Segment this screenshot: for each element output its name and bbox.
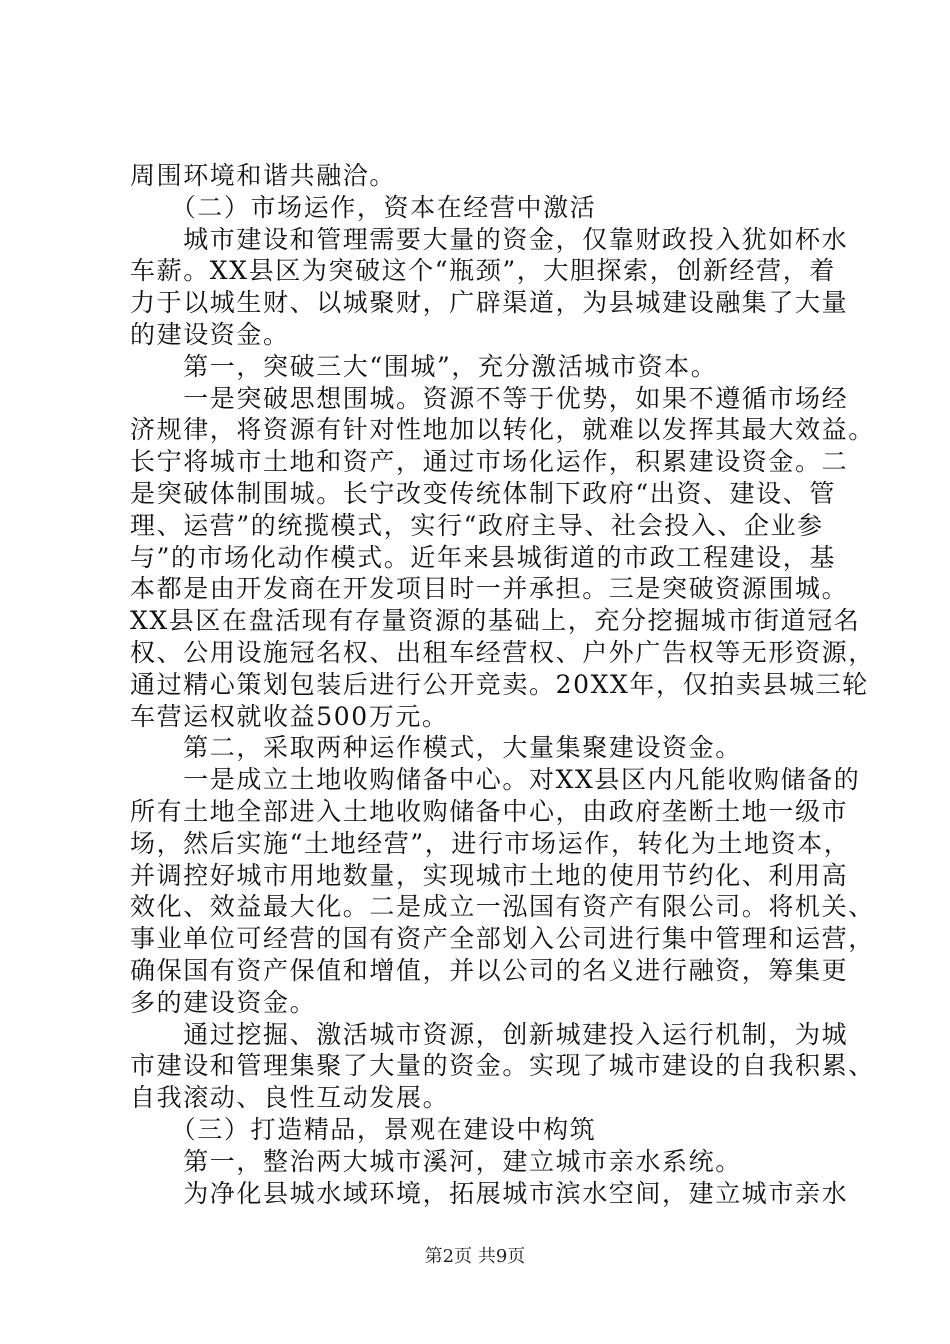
text-line: 通过挖掘、激活城市资源，创新城建投入运行机制，为城 xyxy=(130,1019,849,1049)
text-line: 长宁将城市土地和资产，通过市场化运作，积累建设资金。二 xyxy=(130,447,849,477)
subheading: 第二，采取两种运作模式，大量集聚建设资金。 xyxy=(130,733,742,763)
text-line: 一是成立土地收购储备中心。对XX县区内凡能收购储备的 xyxy=(130,765,861,795)
text-line: 理、运营”的统揽模式，实行“政府主导、社会投入、企业参 xyxy=(130,510,824,540)
section-heading: （二）市场运作，资本在经营中激活 xyxy=(130,192,597,222)
text-line: 力于以城生财、以城聚财，广辟渠道，为县城建设融集了大量 xyxy=(130,288,849,318)
text-line: 济规律，将资源有针对性地加以转化，就难以发挥其最大效益。 xyxy=(130,415,875,445)
text-line: 多的建设资金。 xyxy=(130,987,317,1017)
text-line: 市建设和管理集聚了大量的资金。实现了城市建设的自我积累、 xyxy=(130,1051,875,1081)
text-line: 是突破体制围城。长宁改变传统体制下政府“出资、建设、管 xyxy=(130,478,836,508)
text-line: 一是突破思想围城。资源不等于优势，如果不遵循市场经 xyxy=(130,383,849,413)
text-line: 确保国有资产保值和增值，并以公司的名义进行融资，筹集更 xyxy=(130,955,849,985)
text-line: 权、公用设施冠名权、出租车经营权、户外广告权等无形资源， xyxy=(130,637,875,667)
text-line: 车薪。XX县区为突破这个“瓶颈”，大胆探索，创新经营，着 xyxy=(130,256,836,286)
text-line: 通过精心策划包装后进行公开竞卖。20XX年，仅拍卖县城三轮 xyxy=(130,669,869,699)
subheading: 第一，整治两大城市溪河，建立城市亲水系统。 xyxy=(130,1146,742,1176)
section-heading: （三）打造精品，景观在建设中构筑 xyxy=(130,1114,597,1144)
text-line: 事业单位可经营的国有资产全部划入公司进行集中管理和运营， xyxy=(130,924,875,954)
text-line: 自我滚动、良性互动发展。 xyxy=(130,1083,450,1113)
page-footer: 第2页 共9页 xyxy=(424,1246,526,1267)
text-line: 城市建设和管理需要大量的资金，仅靠财政投入犹如杯水 xyxy=(130,224,849,254)
text-line: 所有土地全部进入土地收购储备中心，由政府垄断土地一级市 xyxy=(130,796,849,826)
text-line: 效化、效益最大化。二是成立一泓国有资产有限公司。将机关、 xyxy=(130,892,875,922)
text-line: XX县区在盘活现有存量资源的基础上，充分挖掘城市街道冠名 xyxy=(130,606,861,636)
text-line: 为净化县城水域环境，拓展城市滨水空间，建立城市亲水 xyxy=(130,1178,849,1208)
text-line: 与”的市场化动作模式。近年来县城街道的市政工程建设，基 xyxy=(130,542,836,572)
text-line: 的建设资金。 xyxy=(130,319,290,349)
text-line: 场，然后实施“土地经营”，进行市场运作，转化为土地资本， xyxy=(130,828,851,858)
document-body xyxy=(130,160,875,1209)
subheading: 第一，突破三大“围城”，充分激活城市资本。 xyxy=(130,351,718,381)
text-line: 本都是由开发商在开发项目时一并承担。三是突破资源围城。 xyxy=(130,574,849,604)
text-line: 并调控好城市用地数量，实现城市土地的使用节约化、利用高 xyxy=(130,860,849,890)
text-line: 周围环境和谐共融洽。 xyxy=(130,161,397,190)
text-line: 车营运权就收益500万元。 xyxy=(130,701,449,731)
